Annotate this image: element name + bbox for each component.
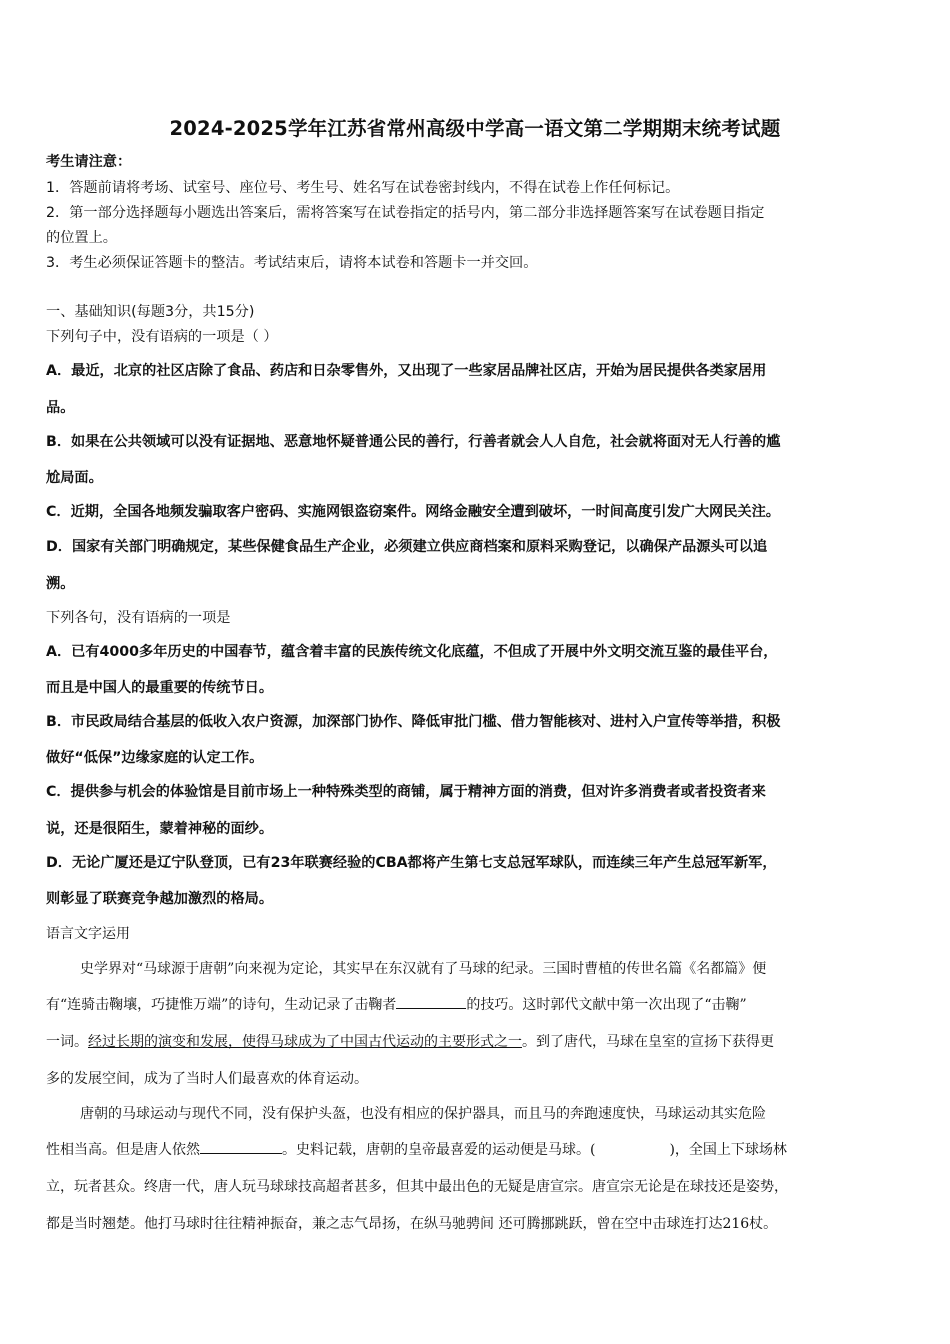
q1-option-a: A．最近，北京的社区店除了食品、药店和日杂零售外，又出现了一些家居品牌社区店，开始为居民提供各类家居用 — [46, 363, 767, 379]
underlined-sentence: 经过长期的演变和发展，使得马球成为了中国古代运动的主要形式之一 — [88, 1034, 522, 1050]
q1-option-d: D．国家有关部门明确规定，某些保健食品生产企业，必须建立供应商档案和原料采购登记，以确保产品源头可以追 — [46, 539, 768, 555]
passage-p1-line4: 多的发展空间，成为了当时人们最喜欢的体育运动。 — [46, 1071, 368, 1087]
exam-title: 2024-2025学年江苏省常州高级中学高一语文第二学期期末统考试题 — [169, 117, 781, 140]
q2-option-c: C．提供参与机会的体验馆是目前市场上一种特殊类型的商铺，属于精神方面的消费，但对许多消费者或者投资者来 — [46, 784, 766, 800]
q2-option-d-cont: 则彰显了联赛竞争越加激烈的格局。 — [46, 891, 274, 907]
notice-heading: 考生请注意： — [46, 154, 132, 170]
q2-option-c-cont: 说，还是很陌生，蒙着神秘的面纱。 — [46, 821, 274, 837]
passage-p1-line2-a: 有“连骑击鞠壤，巧捷惟万端”的诗句，生动记录了击鞠者 — [46, 997, 397, 1013]
passage-p2-line2-c: )，全国上下球场林 — [669, 1142, 787, 1158]
notice-item-2-cont: 的位置上。 — [46, 230, 117, 246]
notice-item-2: 2．第一部分选择题每小题选出答案后，需将答案写在试卷指定的括号内，第二部分非选择题答案写在试卷题目指定 — [46, 205, 765, 221]
answer-blank-2[interactable] — [200, 1141, 282, 1154]
q2-option-b-cont: 做好“低保”边缘家庭的认定工作。 — [46, 750, 264, 766]
q2-option-b: B．市民政局结合基层的低收入农户资源，加深部门协作、降低审批门槛、借力智能核对、进村入户宣传等举措，积极 — [46, 714, 781, 730]
q2-option-d: D．无论广厦还是辽宁队登顶，已有23年联赛经验的CBA都将产生第七支总冠军球队，而连续三年产生总冠军新军， — [46, 855, 777, 871]
q1-option-a-cont: 品。 — [46, 400, 75, 416]
passage-p1-line3-a: 一词。 — [46, 1034, 88, 1050]
q1-option-b-cont: 尬局面。 — [46, 470, 103, 486]
passage-p1-line2 — [46, 994, 908, 1014]
q1-option-d-cont: 溯。 — [46, 576, 75, 592]
answer-blank-1[interactable] — [396, 996, 466, 1009]
passage-p2-line2-a: 性相当高。但是唐人依然 — [46, 1142, 200, 1158]
passage-p1-line3-b: 。到了唐代，马球在皇室的宣扬下获得更 — [522, 1034, 774, 1050]
q2-stem: 下列各句，没有语病的一项是 — [46, 610, 231, 626]
notice-item-1: 1．答题前请将考场、试室号、座位号、考生号、姓名写在试卷密封线内，不得在试卷上作任何标记。 — [46, 180, 680, 196]
passage-p2-line1: 唐朝的马球运动与现代不同，没有保护头盔，也没有相应的保护器具，而且马的奔跑速度快，马球运动其实危险 — [80, 1106, 766, 1122]
passage-p2-line2-b: 。史料记载，唐朝的皇帝最喜爱的运动便是马球。( — [282, 1142, 596, 1158]
passage-heading: 语言文字运用 — [46, 926, 130, 942]
passage-p2-line3: 立，玩者甚众。终唐一代，唐人玩马球球技高超者甚多，但其中最出色的无疑是唐宣宗。唐宣宗无论是在球技还是姿势， — [46, 1179, 788, 1195]
q2-option-a-cont: 而且是中国人的最重要的传统节日。 — [46, 680, 274, 696]
notice-item-3: 3．考生必须保证答题卡的整洁。考试结束后，请将本试卷和答题卡一并交回。 — [46, 255, 538, 271]
q1-option-b: B．如果在公共领域可以没有证据地、恶意地怀疑普通公民的善行，行善者就会人人自危，社会就将面对无人行善的尴 — [46, 434, 781, 450]
section-heading: 一、基础知识(每题3分，共15分) — [46, 304, 255, 320]
q1-stem: 下列句子中，没有语病的一项是（ ） — [46, 329, 278, 345]
q2-option-a: A．已有4000多年历史的中国春节，蕴含着丰富的民族传统文化底蕴，不但成了开展中外文明交流互鉴的最佳平台， — [46, 644, 778, 660]
passage-p2-line4: 都是当时翘楚。他打马球时往往精神振奋，兼之志气昂扬，在纵马驰骋间 还可腾挪跳跃，曾在空中击球连打达216杖。 — [46, 1216, 778, 1232]
passage-p1-line3 — [46, 1031, 908, 1051]
q1-option-c: C．近期，全国各地频发骗取客户密码、实施网银盗窃案件。网络金融安全遭到破坏，一时间高度引发广大网民关注。 — [46, 504, 780, 520]
passage-p2-line2 — [46, 1139, 908, 1159]
passage-p1-line2-b: 的技巧。这时郭代文献中第一次出现了“击鞠” — [466, 997, 747, 1013]
passage-p1-line1: 史学界对“马球源于唐朝”向来视为定论，其实早在东汉就有了马球的纪录。三国时曹植的传世名篇《名都篇》便 — [80, 961, 767, 977]
